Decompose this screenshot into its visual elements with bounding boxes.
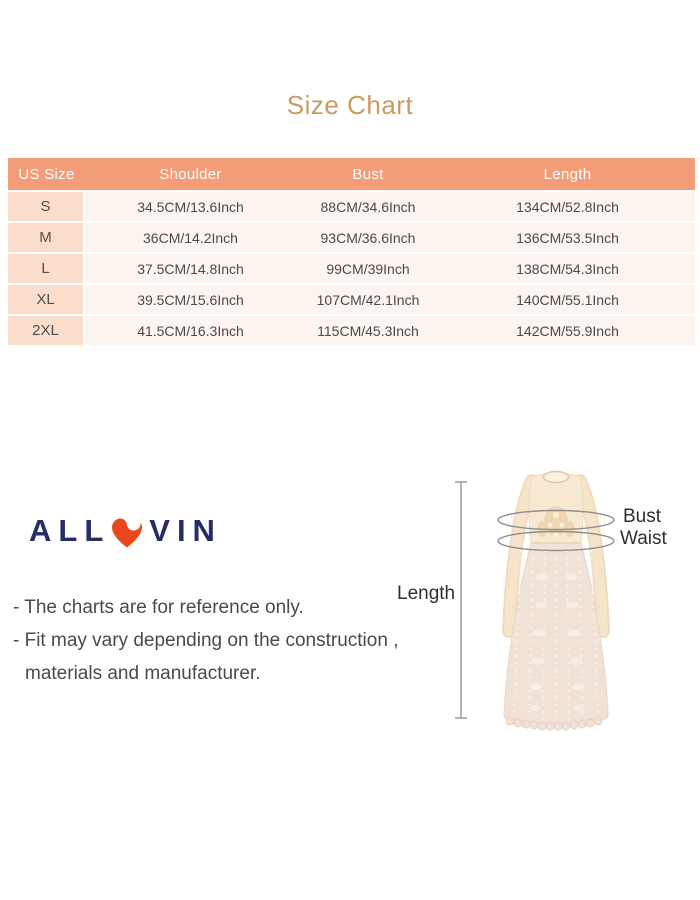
- table-row: [8, 223, 695, 252]
- cell-bust: 115CM/45.3Inch: [296, 316, 440, 345]
- brand-logo: [29, 511, 222, 551]
- heart-icon: [110, 511, 149, 551]
- logo-text-vin: VIN: [149, 513, 222, 548]
- cell-size: 2XL: [8, 316, 83, 345]
- cell-size: L: [8, 254, 83, 283]
- cell-shoulder: 39.5CM/15.6Inch: [85, 285, 296, 314]
- cell-bust: 107CM/42.1Inch: [296, 285, 440, 314]
- header-us-size: US Size: [18, 165, 75, 183]
- disclaimer-notes: [13, 597, 413, 696]
- cell-length: 142CM/55.9Inch: [440, 316, 695, 345]
- table-row: [8, 254, 695, 283]
- cell-length: 138CM/54.3Inch: [440, 254, 695, 283]
- length-label: Length: [397, 583, 456, 604]
- size-table: [8, 158, 695, 345]
- cell-size: S: [8, 192, 83, 221]
- header-length: Length: [543, 165, 592, 183]
- cell-length: 140CM/55.1Inch: [440, 285, 695, 314]
- cell-shoulder: 37.5CM/14.8Inch: [85, 254, 296, 283]
- length-measure-line: [455, 482, 467, 718]
- table-row: [8, 285, 695, 314]
- cell-shoulder: 36CM/14.2Inch: [85, 223, 296, 252]
- header-bust: Bust: [352, 165, 384, 183]
- bust-label: Bust: [623, 506, 662, 527]
- cell-bust: 93CM/36.6Inch: [296, 223, 440, 252]
- table-row: [8, 192, 695, 221]
- note-line: materials and manufacturer.: [25, 663, 261, 684]
- table-row: [8, 316, 695, 345]
- cell-length: 136CM/53.5Inch: [440, 223, 695, 252]
- cell-shoulder: 41.5CM/16.3Inch: [85, 316, 296, 345]
- header-shoulder: Shoulder: [159, 165, 222, 183]
- note-line: - The charts are for reference only.: [13, 597, 304, 618]
- table-header-row: [8, 158, 695, 190]
- cell-bust: 88CM/34.6Inch: [296, 192, 440, 221]
- cell-shoulder: 34.5CM/13.6Inch: [85, 192, 296, 221]
- logo-text-all: ALL: [29, 513, 111, 548]
- waist-label: Waist: [620, 528, 667, 549]
- cell-length: 134CM/52.8Inch: [440, 192, 695, 221]
- cell-size: XL: [8, 285, 83, 314]
- dress-measurement-diagram: [390, 465, 700, 750]
- cell-size: M: [8, 223, 83, 252]
- note-line: - Fit may vary depending on the construction ,: [13, 630, 399, 651]
- page-title: Size Chart: [286, 90, 414, 120]
- cell-bust: 99CM/39Inch: [296, 254, 440, 283]
